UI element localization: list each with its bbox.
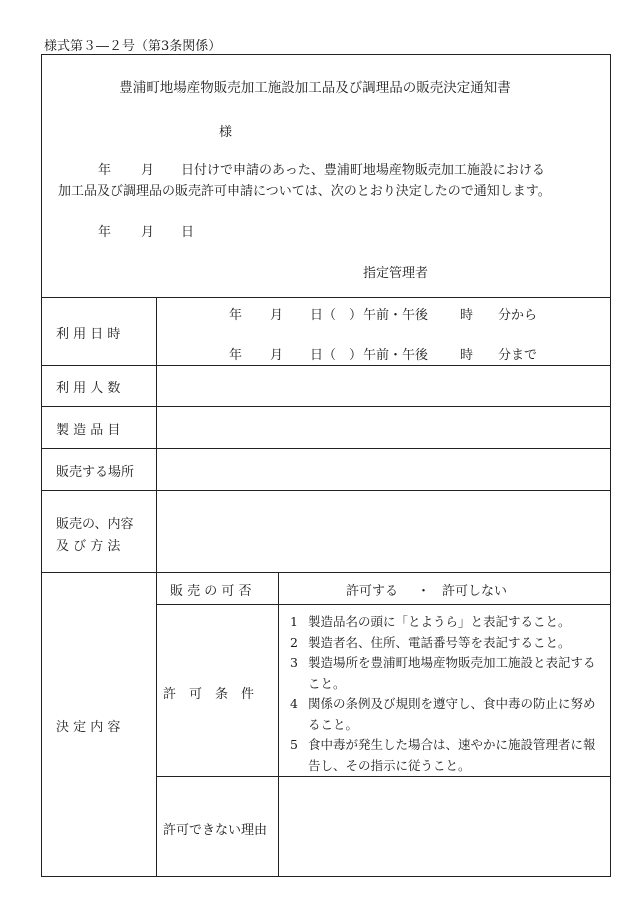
notice-date-year: 年	[98, 225, 112, 240]
condition-item	[290, 735, 606, 776]
divider-header	[41, 297, 611, 298]
from-tail: 分から	[498, 308, 538, 323]
users-count-label: 利 用 人 数	[56, 381, 121, 396]
notice-date-day: 日	[181, 225, 195, 240]
conditions-list	[290, 612, 606, 776]
form-code: 様式第３―２号（第3条関係）	[44, 39, 222, 54]
approval-deny: 許可しない	[442, 584, 508, 599]
condition-text: 製造者名、住所、電話番号等を表記すること。	[308, 634, 571, 650]
divider-row5	[41, 572, 611, 573]
from-month: 月	[270, 308, 284, 323]
document-title: 豊浦町地場産物販売加工施設加工品及び調理品の販売決定通知書	[119, 80, 511, 96]
to-day: 日（ ）	[310, 348, 363, 363]
to-year: 年	[229, 348, 243, 363]
condition-item	[290, 653, 606, 694]
approval-separator: ・	[417, 584, 431, 599]
to-tail: 分まで	[498, 348, 538, 363]
condition-number: 1	[290, 614, 298, 629]
to-hour: 時	[460, 348, 474, 363]
addressee-suffix: 様	[219, 125, 233, 140]
products-label: 製 造 品 目	[56, 423, 121, 438]
conditions-label: 許 可 条 件	[163, 687, 255, 702]
condition-text: 製造品名の頭に「とようら」と表記すること。	[308, 614, 571, 629]
from-day: 日（ ）	[310, 308, 363, 323]
body-line2: 加工品及び調理品の販売許可申請については、次のとおり決定したので通知します。	[58, 184, 551, 199]
condition-item	[290, 694, 606, 735]
from-year: 年	[229, 308, 243, 323]
sales-place-label: 販売する場所	[56, 465, 135, 480]
from-ampm: 午前・午後	[363, 308, 429, 323]
divider-decision-2	[156, 776, 611, 777]
condition-number: 3	[290, 655, 298, 670]
decision-label: 決 定 内 容	[56, 720, 121, 735]
divider-row1	[41, 365, 611, 366]
condition-item	[290, 633, 606, 654]
divider-label-col	[156, 297, 157, 877]
to-ampm: 午前・午後	[363, 348, 429, 363]
condition-text: 関係の条例及び規則を遵守し、食中毒の防止に努めること。	[308, 696, 596, 732]
approval-permit: 許可する	[346, 584, 399, 599]
condition-item	[290, 612, 606, 633]
to-month: 月	[270, 348, 284, 363]
sales-content-label-2: 及 び 方 法	[56, 539, 121, 554]
divider-row4	[41, 490, 611, 491]
notice-date-month: 月	[141, 225, 155, 240]
from-hour: 時	[460, 308, 474, 323]
divider-decision-col	[278, 572, 279, 877]
approval-label: 販 売 の 可 否	[170, 584, 252, 599]
divider-decision-1	[156, 604, 611, 605]
body-year: 年	[98, 163, 112, 178]
sales-content-label-1: 販売の、内容	[56, 517, 134, 532]
condition-text: 製造場所を豊浦町地場産物販売加工施設と表記すること。	[308, 655, 596, 691]
condition-number: 2	[290, 634, 298, 650]
issuer-label: 指定管理者	[363, 266, 429, 281]
divider-row3	[41, 448, 611, 449]
condition-text: 食中毒が発生した場合は、速やかに施設管理者に報告し、その指示に従うこと。	[308, 737, 596, 773]
divider-row2	[41, 406, 611, 407]
body-line1-text: 日付けで申請のあった、豊浦町地場産物販売加工施設における	[181, 163, 545, 178]
condition-number: 5	[290, 737, 298, 752]
reason-label: 許可できない理由	[163, 823, 268, 838]
body-month: 月	[141, 163, 155, 178]
usage-datetime-label: 利 用 日 時	[56, 327, 121, 342]
condition-number: 4	[290, 696, 298, 711]
